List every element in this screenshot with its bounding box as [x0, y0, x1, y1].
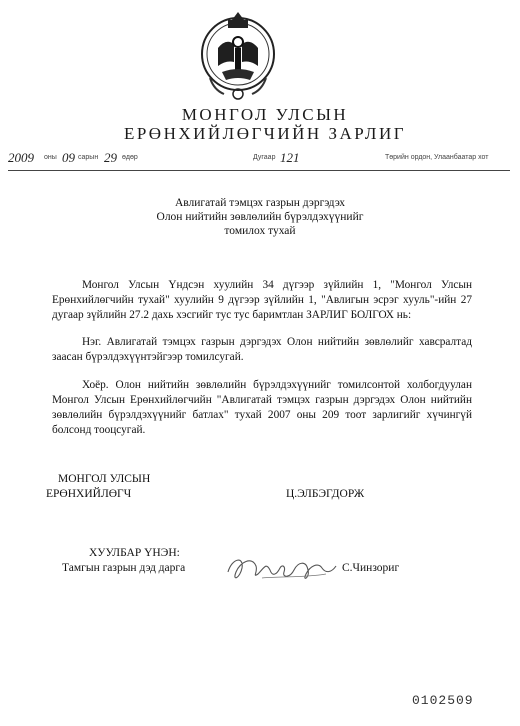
signatory-name: Ц.ЭЛБЭГДОРЖ: [286, 488, 365, 500]
header-line2: ЕРӨНХИЙЛӨГЧИЙН ЗАРЛИГ: [123, 124, 407, 143]
certification-label: ХУУЛБАР ҮНЭН:: [89, 547, 180, 559]
decree-number: 121: [280, 150, 300, 165]
certifier-name: С.Чинзориг: [342, 562, 400, 574]
title-line3: томилох тухай: [224, 225, 296, 237]
document-serial-number: 0102509: [412, 693, 474, 708]
date-month-label: сарын: [78, 154, 99, 161]
body-paragraph-2: Нэг. Авлигатай тэмцэх газрын дэргэдэх Олон нийтийн зөвлөлийг хавсралтад заасан бүрэлдэхүүнтэйгээр томилсугай.: [52, 336, 472, 363]
date-year: 2009: [8, 150, 34, 165]
handwritten-signature-icon: [222, 548, 342, 586]
date-day: 29: [104, 150, 117, 165]
date-day-label: өдөр: [122, 154, 138, 161]
decree-place: Төрийн ордон, Улаанбаатар хот: [385, 154, 489, 161]
header-divider: [8, 170, 510, 171]
date-month: 09: [62, 150, 75, 165]
title-line1: Авлигатай тэмцэх газрын дэргэдэх: [174, 197, 346, 209]
dateline: [8, 150, 512, 168]
body-paragraph-3: Хоёр. Олон нийтийн зөвлөлийн бүрэлдэхүүнийг томилсонтой холбогдуулан Монгол Улсын Ерөнхийлөгчийн "Авлигатай тэмцэх газрын дэргэдэх Олон нийтийн зөвлөлийн бүрэлдэхүүнийг батлах" тухай 2007 оны 209 тоот зарлигийг хүчингүй болсонд тооцсугай.: [52, 379, 472, 436]
header-line1: МОНГОЛ УЛСЫН: [181, 105, 349, 124]
signatory-title-line2: ЕРӨНХИЙЛӨГЧ: [46, 488, 132, 500]
body-paragraph-1: Монгол Улсын Үндсэн хуулийн 34 дүгээр зүйлийн 1, "Монгол Улсын Ерөнхийлөгчийн тухай" хуулийн 9 дүгээр зүйлийн 1, "Авлигын эсрэг хууль"-ийн 27 дугаар зүйлийн 27.2 дахь хэсгийг тус тус баримтлан ЗАРЛИГ БОЛГОХ нь:: [52, 279, 472, 321]
state-emblem-icon: [198, 8, 278, 102]
certifier-position: Тамгын газрын дэд дарга: [62, 562, 186, 574]
title-line2: Олон нийтийн зөвлөлийн бүрэлдэхүүнийг: [156, 211, 364, 223]
number-label: Дугаар: [253, 154, 276, 161]
signatory-title-line1: МОНГОЛ УЛСЫН: [58, 473, 151, 485]
date-year-label: оны: [44, 154, 57, 161]
